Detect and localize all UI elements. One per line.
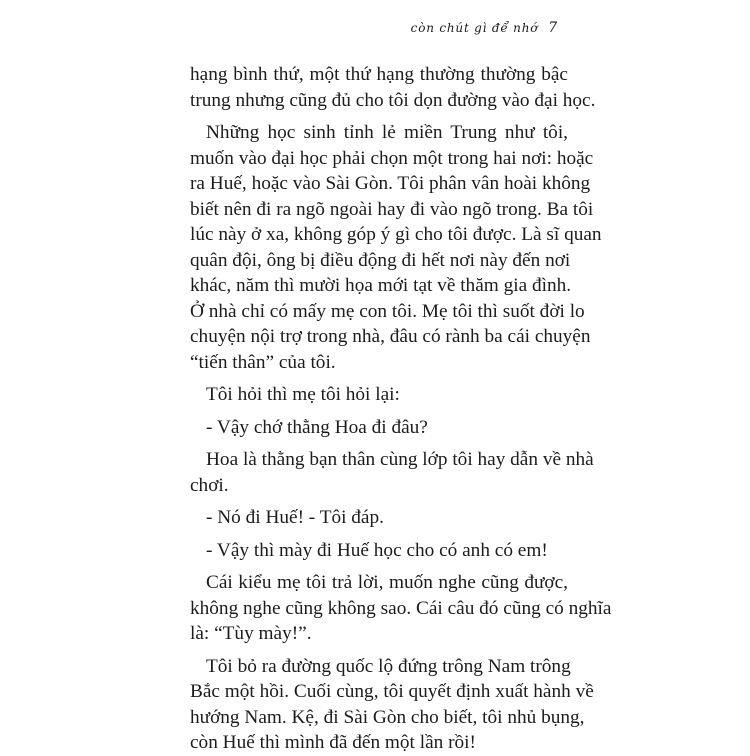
text-line: Ở nhà chỉ có mấy mẹ con tôi. Mẹ tôi thì suốt đời lo	[190, 300, 585, 322]
text-line: - Vậy chớ thằng Hoa đi đâu?	[206, 416, 428, 438]
text-line: hạng bình thứ, một thứ hạng thường thường bậc	[190, 64, 568, 85]
text-line: - Nó đi Huế! - Tôi đáp.	[206, 507, 384, 528]
text-line: - Vậy thì mày đi Huế học cho có anh có em!	[206, 539, 548, 561]
text-line: chuyện nội trợ trong nhà, đâu có rành ba cái chuyện	[190, 326, 591, 347]
text-line: chơi.	[190, 474, 229, 496]
text-line: Tôi bỏ ra đường quốc lộ đứng trông Nam trông	[206, 655, 571, 677]
running-title: còn chút gì để nhớ	[410, 21, 539, 35]
text-line: Cái kiểu mẹ tôi trả lời, muốn nghe cũng được,	[206, 572, 568, 593]
text-line: Bắc một hồi. Cuối cùng, tôi quyết định xuất hành về	[190, 681, 594, 702]
text-line: quân đội, ông bị điều động đi hết nơi này đến nơi	[190, 249, 571, 271]
text-line: Hoa là thằng bạn thân cùng lớp tôi hay dẫn về nhà	[206, 449, 594, 470]
text-line: không nghe cũng không sao. Cái câu đó cũng có nghĩa	[190, 597, 612, 619]
text-line: trung nhưng cũng đủ cho tôi dọn đường vào đại học.	[190, 89, 596, 111]
text-line: “tiến thân” của tôi.	[190, 351, 336, 373]
text-line: biết nên đi ra ngõ ngoài hay đi vào ngõ trong. Ba tôi	[190, 198, 594, 220]
text-line: lúc này ở xa, không góp ý gì cho tôi được. Là sĩ quan	[190, 224, 602, 245]
text-line: Những học sinh tỉnh lẻ miền Trung như tôi,	[206, 122, 568, 143]
page-number: 7	[548, 20, 558, 36]
text-line: ra Huế, hoặc vào Sài Gòn. Tôi phân vân hoài không	[190, 173, 591, 194]
text-line: hướng Nam. Kệ, đi Sài Gòn cho biết, tôi nhủ bụng,	[190, 706, 585, 728]
running-header	[411, 20, 558, 36]
body-text	[190, 62, 612, 756]
text-line: muốn vào đại học phải chọn một trong hai nơi: hoặc	[190, 147, 594, 169]
text-line: còn Huế thì mình đã đến một lần rồi!	[190, 732, 476, 753]
text-line: khác, năm thì mười họa mới tạt về thăm gia đình.	[190, 275, 572, 296]
text-line: là: “Tùy mày!”.	[190, 623, 312, 644]
text-line: Tôi hỏi thì mẹ tôi hỏi lại:	[206, 384, 400, 405]
